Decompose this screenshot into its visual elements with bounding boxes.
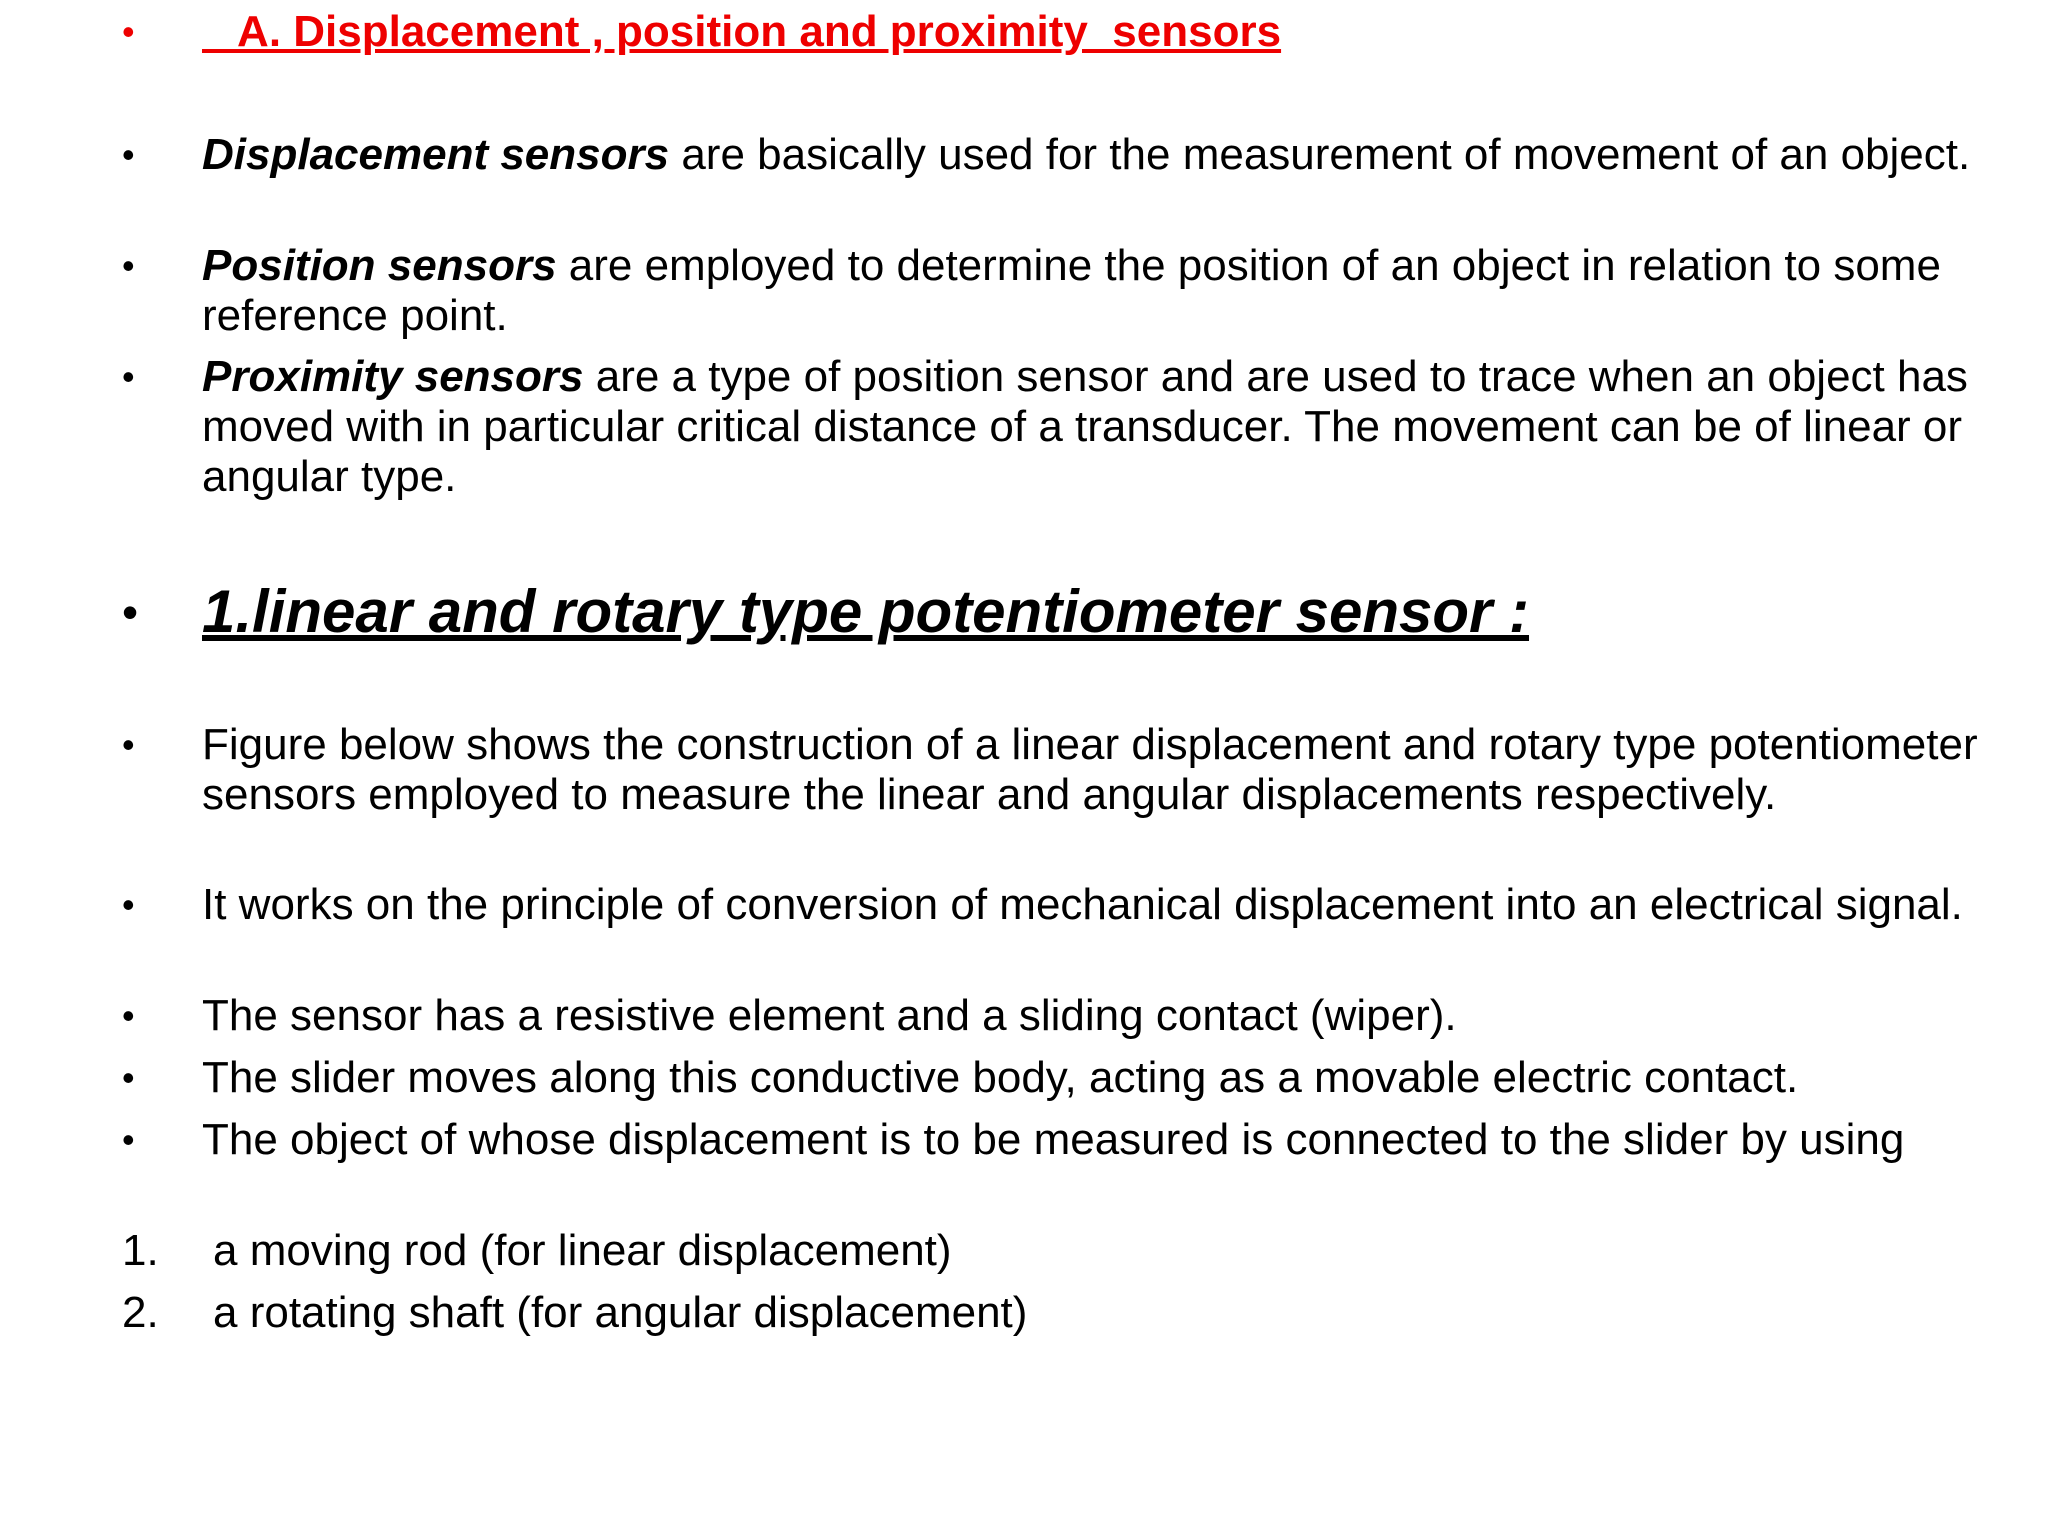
point-text: It works on the principle of conversion of mechanical displacement into an electrical signal. [202,880,1963,929]
point-text: Figure below shows the construction of a linear displacement and rotary type potentiometer sensors employed to measure the linear and angular displacements respectively. [202,720,1978,819]
point-text: The slider moves along this conductive body, acting as a movable electric contact. [202,1053,1799,1102]
bullet: • [122,586,139,638]
definition-text [202,352,1992,502]
numbered-text: a moving rod (for linear displacement) [213,1226,952,1275]
section-heading: 1.linear and rotary type potentiometer sensor : [202,578,1530,645]
definition-term: Position sensors [202,241,557,290]
bullet: • [122,724,135,765]
bullet: • [122,1057,135,1098]
definition-body: are a type of position sensor and are used to trace when an object has moved with in particular critical distance of a transducer. The movement can be of linear or angular type. [202,352,1968,501]
point-text: The sensor has a resistive element and a sliding contact (wiper). [202,991,1457,1040]
bullet: • [122,884,135,925]
definition-body: are basically used for the measurement of movement of an object. [669,130,1971,179]
definition-text [202,241,1992,341]
bullet: • [122,134,135,175]
definition-text [202,130,1992,180]
bullet: • [122,11,135,52]
definition-term: Displacement sensors [202,130,670,179]
slide-title: A. Displacement , position and proximity sensors [202,7,1282,56]
bullet: • [122,245,135,286]
bullet: • [122,356,135,397]
numbered-text: a rotating shaft (for angular displacement) [213,1288,1028,1337]
bullet: • [122,1119,135,1160]
numbered-marker: 1. [122,1226,159,1275]
definition-body: are employed to determine the position of an object in relation to some reference point. [202,241,1941,340]
bullet: • [122,995,135,1036]
definition-term: Proximity sensors [202,352,584,401]
numbered-marker: 2. [122,1288,159,1337]
point-text: The object of whose displacement is to be measured is connected to the slider by using [202,1115,1905,1164]
